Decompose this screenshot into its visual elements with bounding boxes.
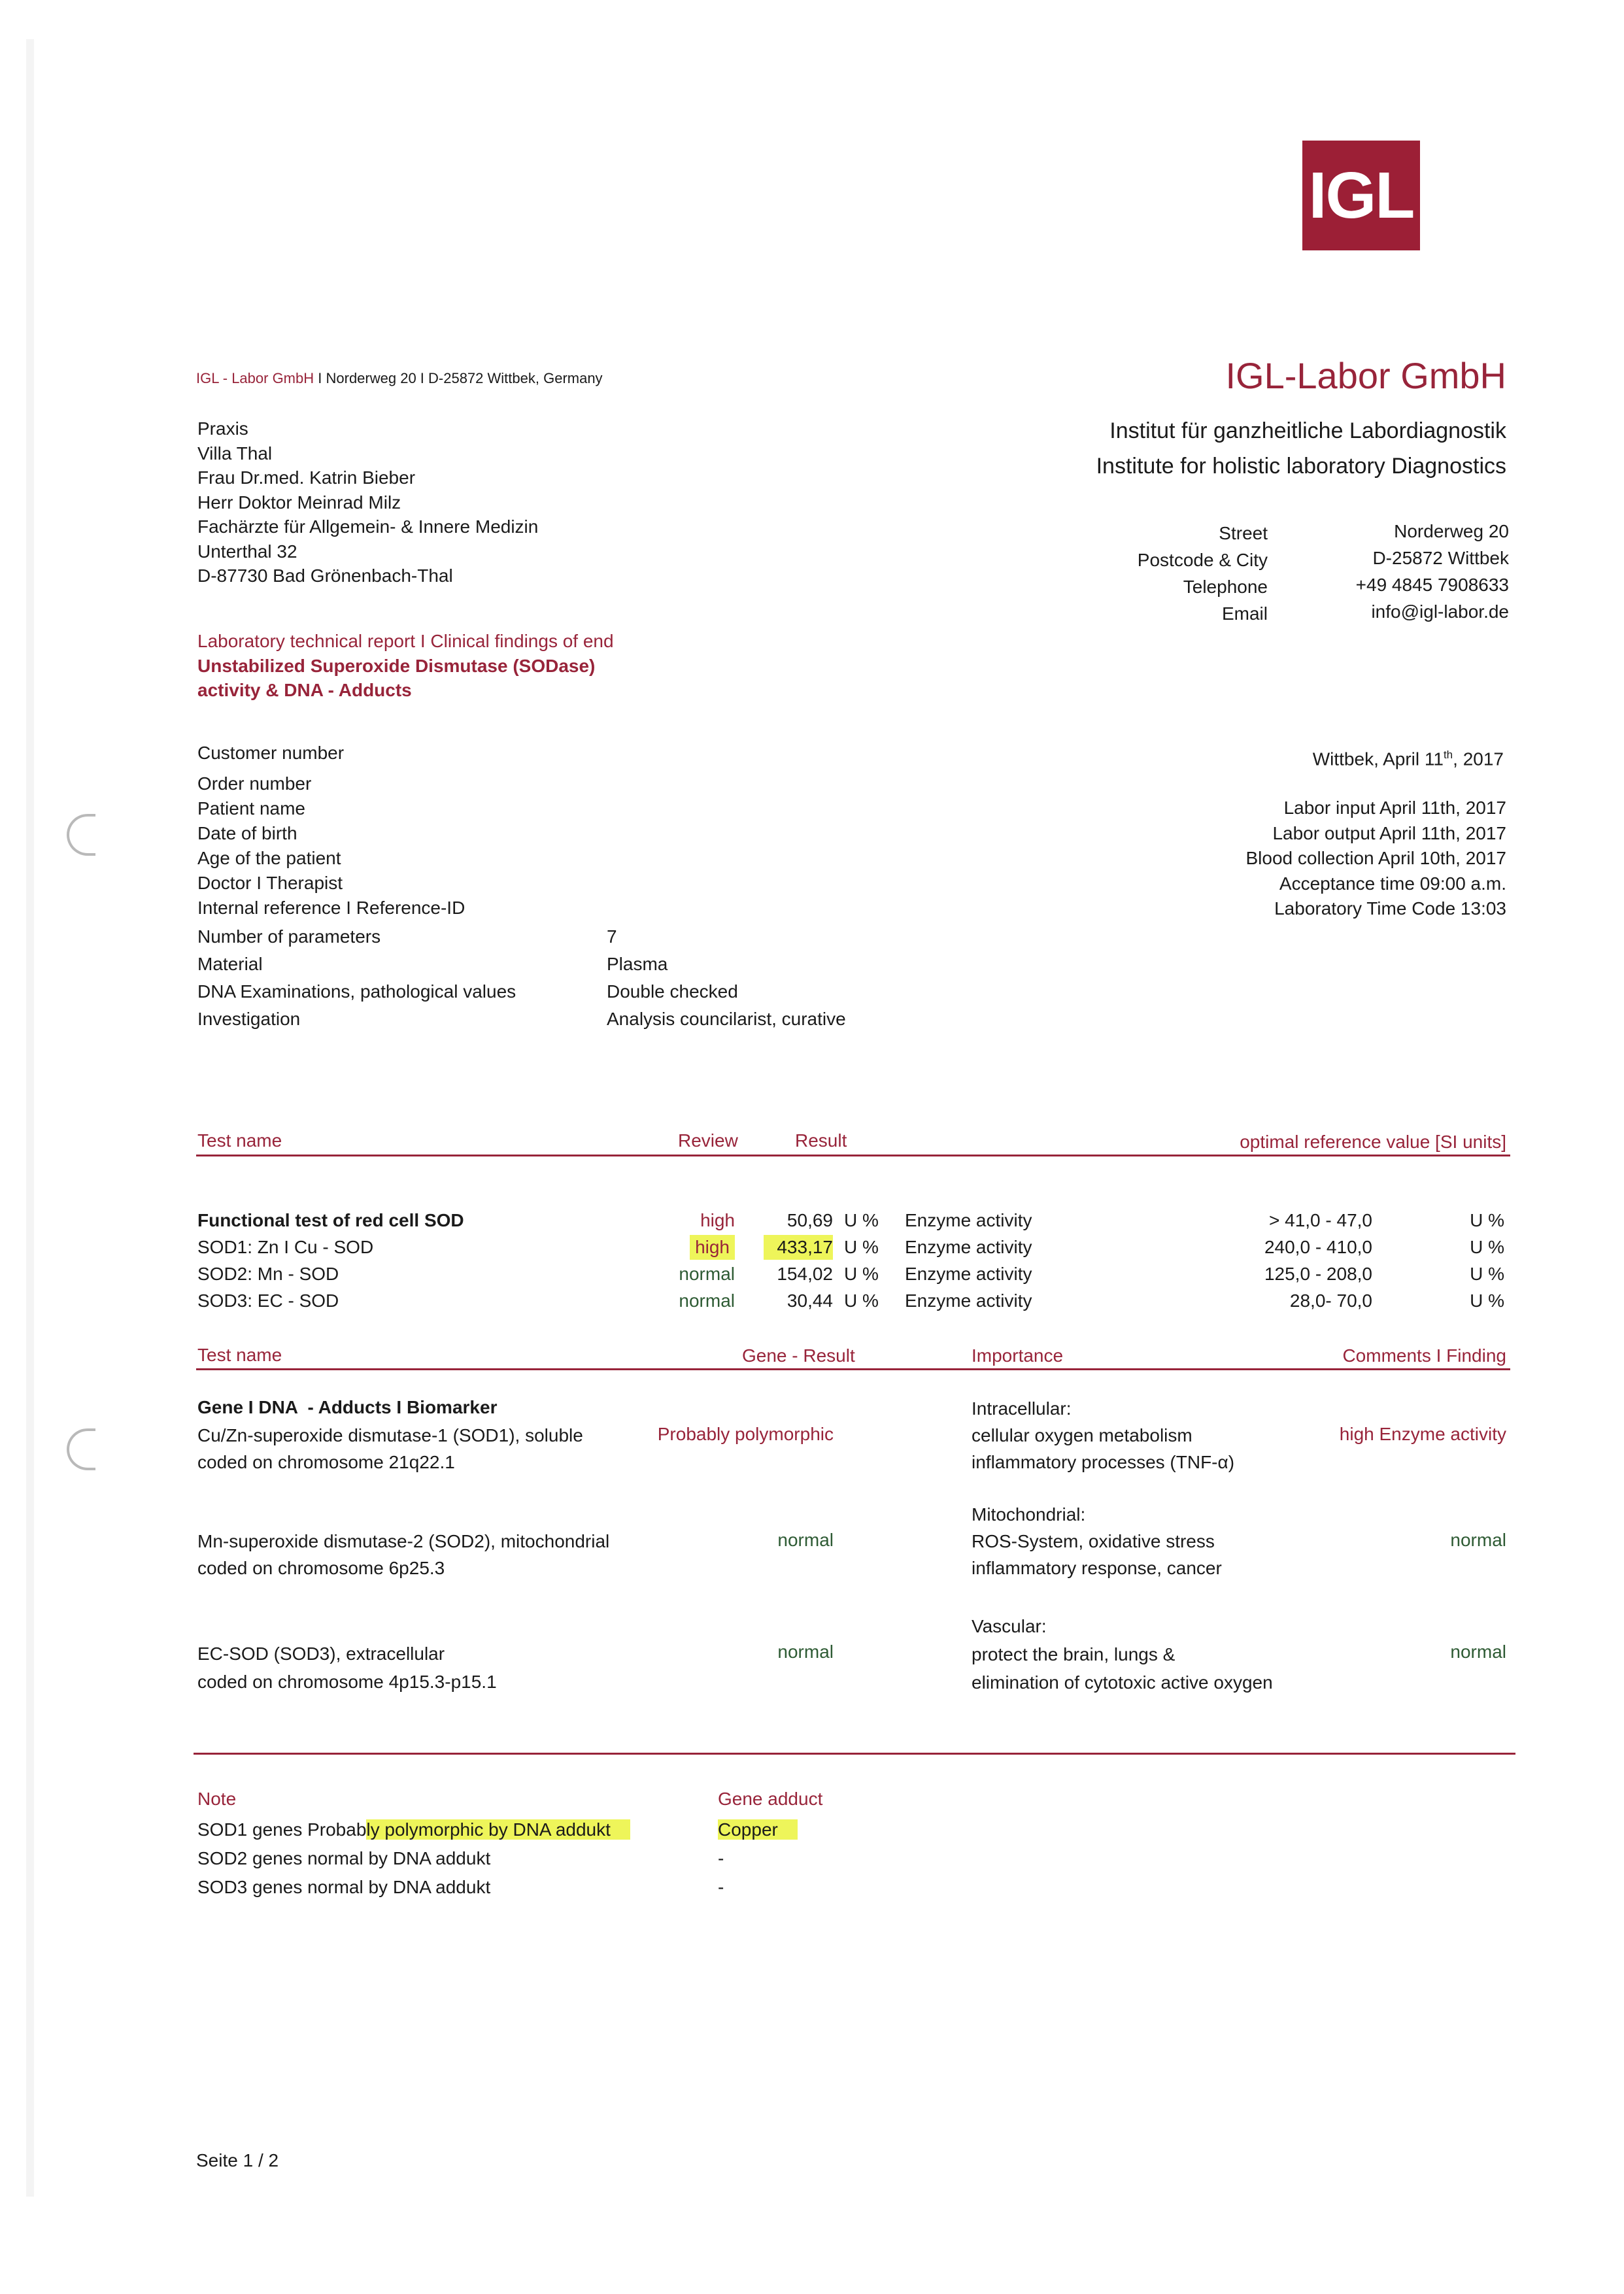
recipient-line: Villa Thal	[197, 443, 273, 464]
recipient-line: Frau Dr.med. Katrin Bieber	[197, 467, 416, 488]
meta-label: Patient name	[197, 798, 305, 818]
meta-label: DNA Examinations, pathological values	[197, 981, 516, 1002]
table2-header-importance: Importance	[972, 1345, 1064, 1366]
table1-row: Functional test of red cell SOD high 50,69 U % Enzyme activity > 41,0 - 47,0 U %	[0, 1208, 1624, 1235]
table1-header-result: Result	[795, 1130, 847, 1151]
lab-time: Laboratory Time Code 13:03	[1274, 898, 1506, 919]
meta-value: Double checked	[607, 981, 738, 1002]
sender-address: I Norderweg 20 I D-25872 Wittbek, Germany	[318, 370, 603, 386]
gene-row-sod2: Mn-superoxide dismutase-2 (SOD2), mitochondrial coded on chromosome 6p25.3	[197, 1531, 610, 1578]
meta-label: Customer number	[197, 743, 345, 763]
adduct-list	[718, 1815, 798, 1902]
report-title-line: Unstabilized Superoxide Dismutase (SODase)	[197, 655, 596, 676]
notes-header: Note	[197, 1789, 237, 1809]
meta-label: Investigation	[197, 1009, 301, 1029]
note-row: SOD1 genes Probably polymorphic by DNA addukt	[197, 1815, 630, 1844]
binder-hole-mark	[67, 814, 95, 856]
patient-meta-labels	[197, 741, 465, 920]
table1-header-test: Test name	[197, 1130, 282, 1151]
recipient-address	[197, 416, 538, 588]
notes-list	[197, 1815, 630, 1902]
lab-time: Labor output April 11th, 2017	[1272, 822, 1506, 843]
adduct-value: -	[718, 1877, 724, 1897]
scan-edge	[26, 39, 34, 2197]
note-row: SOD2 genes normal by DNA addukt	[197, 1848, 491, 1868]
contact-label: Email	[1221, 603, 1268, 624]
analysis-meta-labels	[197, 923, 516, 1033]
contact-label: Street	[1219, 523, 1268, 543]
recipient-line: Praxis	[197, 418, 248, 439]
report-title-line: activity & DNA - Adducts	[197, 680, 412, 700]
meta-label: Order number	[197, 773, 312, 794]
table2-bottom-rule	[194, 1753, 1515, 1755]
contact-phone: +49 4845 7908633	[1355, 575, 1509, 595]
company-name: IGL-Labor GmbH	[1225, 355, 1506, 396]
adduct-header: Gene adduct	[718, 1789, 823, 1809]
gene-comment: normal	[1450, 1530, 1506, 1550]
binder-hole-mark	[67, 1428, 95, 1470]
sender-line	[196, 370, 603, 387]
meta-label: Internal reference I Reference-ID	[197, 898, 465, 918]
report-title	[197, 629, 614, 703]
adduct-value: -	[718, 1848, 724, 1868]
adduct-value: Copper	[718, 1819, 798, 1840]
table2-header-gene: Gene - Result	[742, 1345, 855, 1366]
note-row: SOD3 genes normal by DNA addukt	[197, 1877, 491, 1897]
gene-result: normal	[777, 1530, 834, 1550]
gene-comment: normal	[1450, 1642, 1506, 1662]
table2-header-rule	[196, 1368, 1510, 1370]
meta-label: Age of the patient	[197, 848, 341, 868]
recipient-line: Fachärzte für Allgemein- & Innere Medizin	[197, 516, 539, 537]
gene-comment: high Enzyme activity	[1339, 1424, 1506, 1444]
meta-label: Doctor I Therapist	[197, 873, 343, 893]
lab-time: Blood collection April 10th, 2017	[1245, 848, 1506, 868]
review-flag: normal	[679, 1264, 735, 1284]
meta-label: Material	[197, 954, 263, 974]
gene-importance: Intracellular: cellular oxygen metabolism inflammatory processes (TNF-α)	[972, 1398, 1235, 1472]
table2-header-comments: Comments I Finding	[1342, 1345, 1506, 1366]
sender-company: IGL - Labor GmbH	[196, 370, 314, 386]
recipient-line: D-87730 Bad Grönenbach-Thal	[197, 565, 453, 586]
table1-row: SOD2: Mn - SOD normal 154,02 U % Enzyme activity 125,0 - 208,0 U %	[0, 1262, 1624, 1289]
gene-result: Probably polymorphic	[657, 1424, 834, 1444]
table1-row: SOD1: Zn I Cu - SOD high 433,17 U % Enzyme activity 240,0 - 410,0 U %	[0, 1235, 1624, 1262]
report-title-line: Laboratory technical report I Clinical findings of end	[197, 631, 614, 651]
table2-header-test: Test name	[197, 1345, 282, 1365]
subtitle-de: Institut für ganzheitliche Labordiagnostik	[1109, 418, 1506, 443]
review-flag: high	[700, 1210, 735, 1230]
lab-time: Acceptance time 09:00 a.m.	[1279, 873, 1506, 894]
table1-header-ref: optimal reference value [SI units]	[1240, 1132, 1506, 1152]
contact-city: D-25872 Wittbek	[1372, 548, 1509, 568]
table2-section-title: Gene I DNA - Adducts I Biomarker	[197, 1397, 498, 1417]
contact-label: Telephone	[1183, 577, 1268, 597]
table1-header-review: Review	[678, 1130, 738, 1151]
contact-values	[1356, 518, 1509, 625]
meta-label: Number of parameters	[197, 926, 381, 947]
lab-times	[1246, 796, 1507, 922]
table1-body	[0, 1208, 1624, 1315]
meta-value: 7	[607, 926, 617, 947]
contact-labels	[1138, 520, 1268, 627]
page-number: Seite 1 / 2	[196, 2150, 279, 2170]
contact-email: info@igl-labor.de	[1371, 601, 1509, 622]
meta-value: Plasma	[607, 954, 668, 974]
recipient-line: Unterthal 32	[197, 541, 297, 562]
report-date: Wittbek, April 11th, 2017	[1312, 749, 1504, 769]
recipient-line: Herr Doktor Meinrad Milz	[197, 492, 401, 513]
igl-logo	[1302, 141, 1420, 250]
lab-time: Labor input April 11th, 2017	[1283, 798, 1506, 818]
review-flag: high	[690, 1235, 735, 1260]
review-flag: normal	[679, 1290, 735, 1311]
subtitle-en: Institute for holistic laboratory Diagnostics	[1096, 454, 1506, 479]
contact-street: Norderweg 20	[1394, 521, 1509, 541]
gene-result: normal	[777, 1642, 834, 1662]
analysis-meta-values	[607, 923, 846, 1033]
company-subtitles	[1096, 413, 1506, 484]
contact-label: Postcode & City	[1137, 550, 1268, 570]
table1-row: SOD3: EC - SOD normal 30,44 U % Enzyme activity 28,0- 70,0 U %	[0, 1289, 1624, 1315]
gene-importance: Mitochondrial: ROS-System, oxidative stress inflammatory response, cancer	[972, 1504, 1222, 1578]
meta-value: Analysis councilarist, curative	[607, 1009, 846, 1029]
gene-importance: Vascular: protect the brain, lungs & elimination of cytotoxic active oxygen	[972, 1616, 1273, 1693]
gene-row-sod1: Cu/Zn-superoxide dismutase-1 (SOD1), soluble coded on chromosome 21q22.1	[197, 1425, 583, 1472]
logo-text: IGL	[1308, 159, 1414, 232]
meta-label: Date of birth	[197, 823, 297, 843]
gene-row-sod3: EC-SOD (SOD3), extracellular coded on chromosome 4p15.3-p15.1	[197, 1644, 497, 1692]
table1-header-rule	[196, 1155, 1510, 1156]
